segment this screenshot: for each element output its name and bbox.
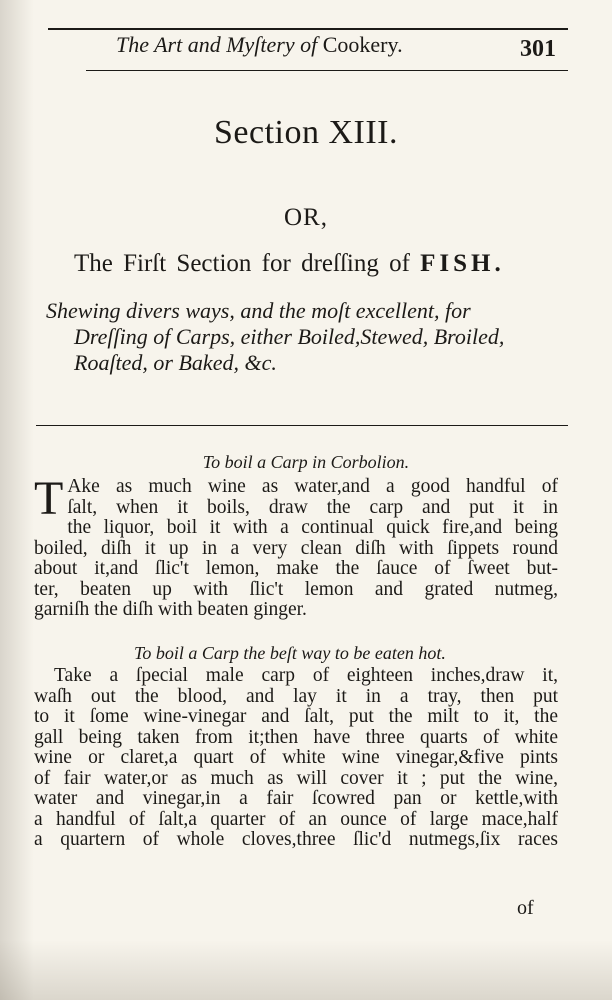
- or-line: OR,: [284, 204, 328, 231]
- description-line: Dreſſing of Carps, either Boiled,Stewed, Broiled,: [74, 324, 505, 349]
- subtitle-fish: FISH.: [420, 250, 505, 277]
- bottom-shadow: [0, 940, 612, 1000]
- catchword: of: [517, 897, 534, 919]
- subtitle-lead: The Firſt Section for dreſſing of: [74, 250, 410, 277]
- body-line: boiled, diſh it up in a very clean diſh with ſippets round: [34, 537, 558, 559]
- body-line: a handful of ſalt,a quarter of an ounce of large mace,half: [34, 808, 558, 830]
- section-rule: [36, 425, 568, 426]
- section-subtitle: [74, 250, 505, 278]
- description-line: Shewing divers ways, and the moſt excellent, for: [46, 298, 471, 323]
- body-line: the liquor, boil it with a continual quick fire,and being: [67, 517, 558, 538]
- body-line: of fair water,or as much as will cover it ; put the wine,: [34, 767, 558, 789]
- top-rule: [48, 28, 568, 30]
- running-head-tail: Cookery.: [322, 32, 403, 57]
- body-line: waſh out the blood, and lay it in a tray, then put: [34, 685, 558, 707]
- body-line: a quartern of whole cloves,three ſlic'd nutmegs,ſix races: [34, 829, 558, 850]
- recipe-body: [34, 472, 558, 621]
- body-line: ter, beaten up with ſlic't lemon and grated nutmeg,: [34, 578, 558, 600]
- recipe-body: [34, 666, 558, 851]
- body-line: Take a ſpecial male carp of eighteen inches,draw it,: [54, 665, 558, 686]
- body-line: Ake as much wine as water,and a good handful of: [67, 476, 558, 497]
- recipe-heading: To boil a Carp the beſt way to be eaten hot.: [134, 643, 446, 663]
- running-head: [116, 32, 403, 58]
- header-rule: [86, 70, 568, 71]
- recipe-heading: To boil a Carp in Corbolion.: [202, 452, 410, 472]
- body-line: ſalt, when it boils, draw the carp and put it in: [67, 496, 558, 518]
- section-description: [46, 298, 571, 376]
- section-title: Section XIII.: [213, 114, 398, 151]
- body-line: gall being taken from it;then have three quarts of white: [34, 726, 558, 748]
- drop-cap: T: [34, 472, 64, 525]
- body-line: water and vinegar,in a fair ſcowred pan or kettle,with: [34, 788, 558, 809]
- running-head-title: The Art and Myſtery of: [116, 32, 318, 57]
- body-line: garniſh the diſh with beaten ginger.: [34, 599, 307, 620]
- body-line: to it ſome wine-vinegar and ſalt, put the milt to it, the: [34, 706, 558, 727]
- description-line: Roaſted, or Baked, &c.: [74, 350, 277, 375]
- page-number: 301: [520, 36, 556, 62]
- body-line: about it,and ſlic't lemon, make the ſauce of ſweet but-: [34, 558, 558, 579]
- body-line: wine or claret,a quart of white wine vinegar,&five pints: [34, 747, 558, 768]
